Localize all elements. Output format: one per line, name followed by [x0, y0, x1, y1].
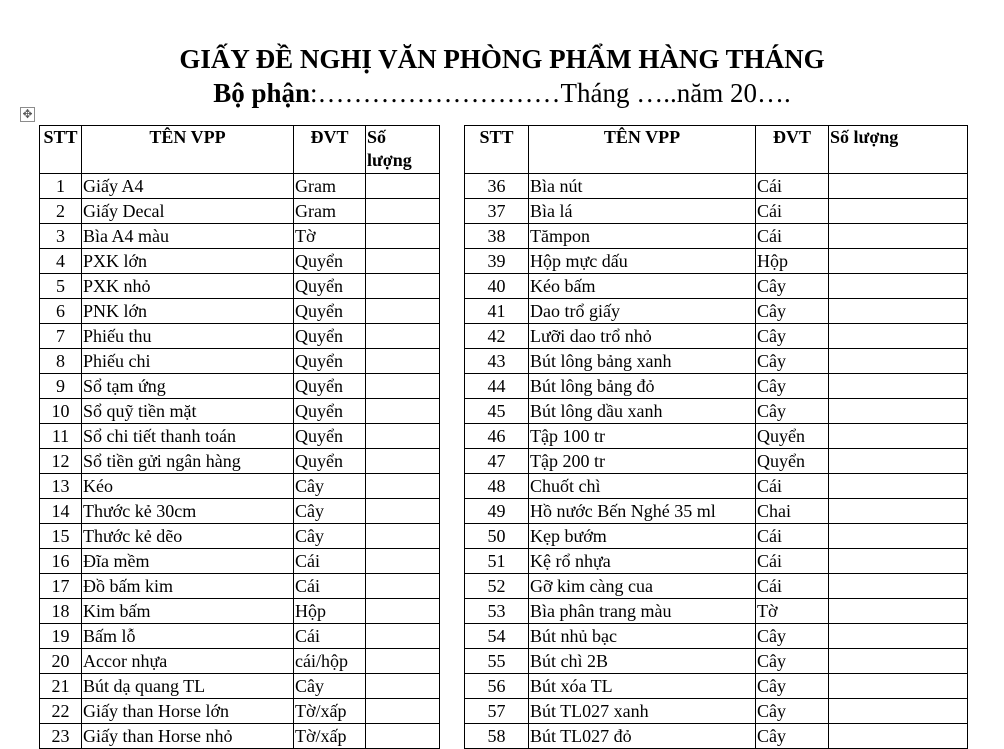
quantity-cell[interactable]	[829, 199, 968, 224]
table-row	[465, 549, 968, 574]
item-unit[interactable]: Hộp	[294, 599, 366, 624]
row-number[interactable]: 54	[465, 624, 529, 649]
item-name[interactable]: Đĩa mềm	[82, 549, 294, 574]
quantity-cell[interactable]	[366, 349, 440, 374]
quantity-cell[interactable]	[829, 224, 968, 249]
quantity-cell[interactable]	[366, 499, 440, 524]
item-unit[interactable]: cái/hộp	[294, 649, 366, 674]
table-row	[465, 599, 968, 624]
row-number[interactable]: 42	[465, 324, 529, 349]
item-unit[interactable]: Tờ/xấp	[294, 724, 366, 749]
quantity-cell[interactable]	[366, 599, 440, 624]
item-name[interactable]: Bút lông dầu xanh	[529, 399, 756, 424]
item-name[interactable]: Hồ nước Bến Nghé 35 ml	[529, 499, 756, 524]
quantity-cell[interactable]	[366, 699, 440, 724]
table-row	[40, 299, 440, 324]
table-row	[465, 499, 968, 524]
table-row	[465, 299, 968, 324]
row-number[interactable]: 19	[40, 624, 82, 649]
table-row	[465, 724, 968, 749]
row-number[interactable]: 50	[465, 524, 529, 549]
quantity-cell[interactable]	[829, 649, 968, 674]
right-supplies-table	[464, 125, 968, 749]
row-number[interactable]: 47	[465, 449, 529, 474]
item-name[interactable]: Tập 100 tr	[529, 424, 756, 449]
row-number[interactable]: 44	[465, 374, 529, 399]
item-unit[interactable]: Hộp	[756, 249, 829, 274]
quantity-cell[interactable]	[829, 349, 968, 374]
quantity-cell[interactable]	[366, 449, 440, 474]
quantity-cell[interactable]	[366, 399, 440, 424]
quantity-cell[interactable]	[366, 674, 440, 699]
item-name[interactable]: PNK lớn	[82, 299, 294, 324]
row-number[interactable]: 58	[465, 724, 529, 749]
item-unit[interactable]: Quyển	[294, 449, 366, 474]
quantity-cell[interactable]	[366, 324, 440, 349]
quantity-cell[interactable]	[366, 424, 440, 449]
right-header-name: TÊN VPP	[529, 126, 756, 174]
row-number[interactable]: 15	[40, 524, 82, 549]
item-unit[interactable]: Cây	[756, 374, 829, 399]
table-row	[40, 574, 440, 599]
table-row	[465, 374, 968, 399]
table-row	[40, 499, 440, 524]
item-unit[interactable]: Cây	[294, 499, 366, 524]
table-row	[465, 424, 968, 449]
row-number[interactable]: 14	[40, 499, 82, 524]
table-row	[40, 599, 440, 624]
item-unit[interactable]: Quyển	[294, 249, 366, 274]
quantity-cell[interactable]	[366, 299, 440, 324]
table-row	[40, 349, 440, 374]
item-unit[interactable]: Cây	[294, 674, 366, 699]
quantity-cell[interactable]	[829, 724, 968, 749]
table-move-handle-icon[interactable]: ✥	[20, 107, 35, 122]
row-number[interactable]: 46	[465, 424, 529, 449]
row-number[interactable]: 36	[465, 174, 529, 199]
item-unit[interactable]: Cái	[756, 224, 829, 249]
item-name[interactable]: Accor nhựa	[82, 649, 294, 674]
left-header-qty-line1: Số	[367, 127, 387, 147]
row-number[interactable]: 5	[40, 274, 82, 299]
item-name[interactable]: Giấy Decal	[82, 199, 294, 224]
right-header-stt: STT	[465, 126, 529, 174]
item-unit[interactable]: Cái	[756, 199, 829, 224]
item-name[interactable]: Kéo	[82, 474, 294, 499]
table-row	[40, 649, 440, 674]
item-unit[interactable]: Quyển	[294, 424, 366, 449]
item-name[interactable]: Kẹp bướm	[529, 524, 756, 549]
item-unit[interactable]: Cây	[756, 399, 829, 424]
table-row	[465, 524, 968, 549]
item-name[interactable]: Gỡ kim càng cua	[529, 574, 756, 599]
item-unit[interactable]: Tờ/xấp	[294, 699, 366, 724]
department-label: Bộ phận	[213, 78, 311, 108]
quantity-cell[interactable]	[366, 374, 440, 399]
row-number[interactable]: 45	[465, 399, 529, 424]
table-row	[465, 624, 968, 649]
left-header-name: TÊN VPP	[82, 126, 294, 174]
table-row	[40, 224, 440, 249]
item-unit[interactable]: Cây	[756, 674, 829, 699]
item-unit[interactable]: Gram	[294, 199, 366, 224]
item-unit[interactable]: Cái	[294, 574, 366, 599]
row-number[interactable]: 49	[465, 499, 529, 524]
table-row	[40, 324, 440, 349]
item-unit[interactable]: Cây	[756, 699, 829, 724]
quantity-cell[interactable]	[366, 574, 440, 599]
item-unit[interactable]: Tờ	[294, 224, 366, 249]
row-number[interactable]: 3	[40, 224, 82, 249]
row-number[interactable]: 20	[40, 649, 82, 674]
row-number[interactable]: 10	[40, 399, 82, 424]
row-number[interactable]: 4	[40, 249, 82, 274]
table-row	[40, 674, 440, 699]
table-row	[40, 724, 440, 749]
right-table-header-row	[465, 126, 968, 174]
item-name[interactable]: Hộp mực dấu	[529, 249, 756, 274]
item-name[interactable]: Bìa lá	[529, 199, 756, 224]
table-row	[465, 174, 968, 199]
item-unit[interactable]: Quyển	[756, 424, 829, 449]
quantity-cell[interactable]	[366, 474, 440, 499]
item-name[interactable]: Đồ bấm kim	[82, 574, 294, 599]
item-unit[interactable]: Cây	[756, 299, 829, 324]
table-row	[40, 549, 440, 574]
item-name[interactable]: Bút dạ quang TL	[82, 674, 294, 699]
item-unit[interactable]: Chai	[756, 499, 829, 524]
item-unit[interactable]: Cái	[756, 524, 829, 549]
item-name[interactable]: Bìa phân trang màu	[529, 599, 756, 624]
table-row	[40, 249, 440, 274]
quantity-cell[interactable]	[829, 174, 968, 199]
quantity-cell[interactable]	[366, 549, 440, 574]
quantity-cell[interactable]	[829, 374, 968, 399]
table-row	[465, 324, 968, 349]
item-name[interactable]: Bút xóa TL	[529, 674, 756, 699]
item-unit[interactable]: Quyển	[294, 324, 366, 349]
row-number[interactable]: 2	[40, 199, 82, 224]
right-header-qty: Số lượng	[829, 126, 968, 174]
item-unit[interactable]: Cây	[756, 649, 829, 674]
item-unit[interactable]: Quyển	[294, 349, 366, 374]
row-number[interactable]: 53	[465, 599, 529, 624]
item-unit[interactable]: Quyển	[294, 399, 366, 424]
item-unit[interactable]: Tờ	[756, 599, 829, 624]
table-row	[40, 524, 440, 549]
left-header-qty	[366, 126, 440, 174]
quantity-cell[interactable]	[366, 649, 440, 674]
table-row	[40, 174, 440, 199]
item-name[interactable]: Chuốt chì	[529, 474, 756, 499]
item-name[interactable]: Kệ rổ nhựa	[529, 549, 756, 574]
table-row	[465, 474, 968, 499]
item-name[interactable]: Phiếu chi	[82, 349, 294, 374]
table-row	[465, 449, 968, 474]
table-row	[465, 224, 968, 249]
item-unit[interactable]: Quyển	[294, 274, 366, 299]
row-number[interactable]: 55	[465, 649, 529, 674]
table-row	[40, 699, 440, 724]
quantity-cell[interactable]	[366, 249, 440, 274]
row-number[interactable]: 48	[465, 474, 529, 499]
row-number[interactable]: 12	[40, 449, 82, 474]
item-unit[interactable]: Quyển	[294, 374, 366, 399]
item-name[interactable]: Tập 200 tr	[529, 449, 756, 474]
item-name[interactable]: Kim bấm	[82, 599, 294, 624]
item-name[interactable]: Bìa A4 màu	[82, 224, 294, 249]
item-name[interactable]: Sổ tiền gửi ngân hàng	[82, 449, 294, 474]
item-name[interactable]: Bút nhủ bạc	[529, 624, 756, 649]
quantity-cell[interactable]	[366, 174, 440, 199]
quantity-cell[interactable]	[366, 624, 440, 649]
item-name[interactable]: Sổ chi tiết thanh toán	[82, 424, 294, 449]
item-name[interactable]: Dao trổ giấy	[529, 299, 756, 324]
item-name[interactable]: Phiếu thu	[82, 324, 294, 349]
row-number[interactable]: 16	[40, 549, 82, 574]
row-number[interactable]: 18	[40, 599, 82, 624]
quantity-cell[interactable]	[829, 324, 968, 349]
row-number[interactable]: 17	[40, 574, 82, 599]
row-number[interactable]: 41	[465, 299, 529, 324]
item-unit[interactable]: Cái	[294, 624, 366, 649]
quantity-cell[interactable]	[829, 574, 968, 599]
table-row	[40, 374, 440, 399]
quantity-cell[interactable]	[829, 599, 968, 624]
item-name[interactable]: Giấy A4	[82, 174, 294, 199]
left-supplies-table	[39, 125, 440, 749]
table-row	[40, 399, 440, 424]
table-row	[465, 399, 968, 424]
item-unit[interactable]: Cái	[756, 549, 829, 574]
item-unit[interactable]: Quyển	[756, 449, 829, 474]
item-unit[interactable]: Cái	[756, 474, 829, 499]
table-row	[465, 249, 968, 274]
quantity-cell[interactable]	[829, 624, 968, 649]
item-name[interactable]: Bút lông bảng xanh	[529, 349, 756, 374]
row-number[interactable]: 11	[40, 424, 82, 449]
item-name[interactable]: Bút chì 2B	[529, 649, 756, 674]
quantity-cell[interactable]	[829, 549, 968, 574]
item-name[interactable]: Thước kẻ dẽo	[82, 524, 294, 549]
table-row	[40, 624, 440, 649]
quantity-cell[interactable]	[829, 399, 968, 424]
row-number[interactable]: 1	[40, 174, 82, 199]
item-name[interactable]: Giấy than Horse lớn	[82, 699, 294, 724]
item-name[interactable]: Bút TL027 xanh	[529, 699, 756, 724]
table-row	[465, 649, 968, 674]
table-row	[40, 449, 440, 474]
quantity-cell[interactable]	[366, 224, 440, 249]
item-unit[interactable]: Cây	[294, 524, 366, 549]
page-title: GIẤY ĐỀ NGHỊ VĂN PHÒNG PHẨM HÀNG THÁNG	[179, 44, 825, 74]
table-row	[40, 274, 440, 299]
item-name[interactable]: Giấy than Horse nhỏ	[82, 724, 294, 749]
quantity-cell[interactable]	[829, 449, 968, 474]
quantity-cell[interactable]	[829, 699, 968, 724]
row-number[interactable]: 22	[40, 699, 82, 724]
quantity-cell[interactable]	[829, 249, 968, 274]
item-unit[interactable]: Cây	[756, 724, 829, 749]
table-row	[465, 199, 968, 224]
item-unit[interactable]: Cây	[294, 474, 366, 499]
item-name[interactable]: Thước kẻ 30cm	[82, 499, 294, 524]
left-header-stt: STT	[40, 126, 82, 174]
row-number[interactable]: 8	[40, 349, 82, 374]
department-line	[0, 76, 1004, 110]
quantity-cell[interactable]	[829, 299, 968, 324]
row-number[interactable]: 38	[465, 224, 529, 249]
quantity-cell[interactable]	[366, 199, 440, 224]
item-unit[interactable]: Cái	[294, 549, 366, 574]
quantity-cell[interactable]	[829, 474, 968, 499]
row-number[interactable]: 13	[40, 474, 82, 499]
item-name[interactable]: Bìa nút	[529, 174, 756, 199]
row-number[interactable]: 21	[40, 674, 82, 699]
item-unit[interactable]: Cái	[756, 174, 829, 199]
left-header-qty-line2: lượng	[367, 150, 412, 170]
quantity-cell[interactable]	[829, 424, 968, 449]
item-unit[interactable]: Cây	[756, 324, 829, 349]
left-header-unit: ĐVT	[294, 126, 366, 174]
quantity-cell[interactable]	[829, 274, 968, 299]
item-name[interactable]: PXK lớn	[82, 249, 294, 274]
item-name[interactable]: Lưỡi dao trổ nhỏ	[529, 324, 756, 349]
item-name[interactable]: Bút TL027 đỏ	[529, 724, 756, 749]
right-header-unit: ĐVT	[756, 126, 829, 174]
quantity-cell[interactable]	[829, 524, 968, 549]
item-unit[interactable]: Cây	[756, 624, 829, 649]
row-number[interactable]: 37	[465, 199, 529, 224]
row-number[interactable]: 57	[465, 699, 529, 724]
row-number[interactable]: 39	[465, 249, 529, 274]
table-row	[465, 699, 968, 724]
row-number[interactable]: 9	[40, 374, 82, 399]
quantity-cell[interactable]	[829, 674, 968, 699]
table-row	[40, 474, 440, 499]
row-number[interactable]: 51	[465, 549, 529, 574]
row-number[interactable]: 40	[465, 274, 529, 299]
left-table-header-row	[40, 126, 440, 174]
table-row	[465, 274, 968, 299]
row-number[interactable]: 6	[40, 299, 82, 324]
table-row	[40, 199, 440, 224]
quantity-cell[interactable]	[366, 524, 440, 549]
item-name[interactable]: PXK nhỏ	[82, 274, 294, 299]
table-row	[465, 574, 968, 599]
row-number[interactable]: 43	[465, 349, 529, 374]
row-number[interactable]: 23	[40, 724, 82, 749]
item-unit[interactable]: Gram	[294, 174, 366, 199]
item-name[interactable]: Sổ quỹ tiền mặt	[82, 399, 294, 424]
table-row	[465, 674, 968, 699]
item-unit[interactable]: Quyển	[294, 299, 366, 324]
item-unit[interactable]: Cây	[756, 274, 829, 299]
item-name[interactable]: Bút lông bảng đỏ	[529, 374, 756, 399]
item-unit[interactable]: Cây	[756, 349, 829, 374]
quantity-cell[interactable]	[366, 274, 440, 299]
table-row	[465, 349, 968, 374]
item-unit[interactable]: Cái	[756, 574, 829, 599]
table-row	[40, 424, 440, 449]
item-name[interactable]: Kéo bấm	[529, 274, 756, 299]
quantity-cell[interactable]	[829, 499, 968, 524]
quantity-cell[interactable]	[366, 724, 440, 749]
item-name[interactable]: Tămpon	[529, 224, 756, 249]
row-number[interactable]: 56	[465, 674, 529, 699]
department-month-year-line: :………………………Tháng …..năm 20….	[310, 78, 791, 108]
row-number[interactable]: 7	[40, 324, 82, 349]
row-number[interactable]: 52	[465, 574, 529, 599]
item-name[interactable]: Bấm lỗ	[82, 624, 294, 649]
item-name[interactable]: Sổ tạm ứng	[82, 374, 294, 399]
